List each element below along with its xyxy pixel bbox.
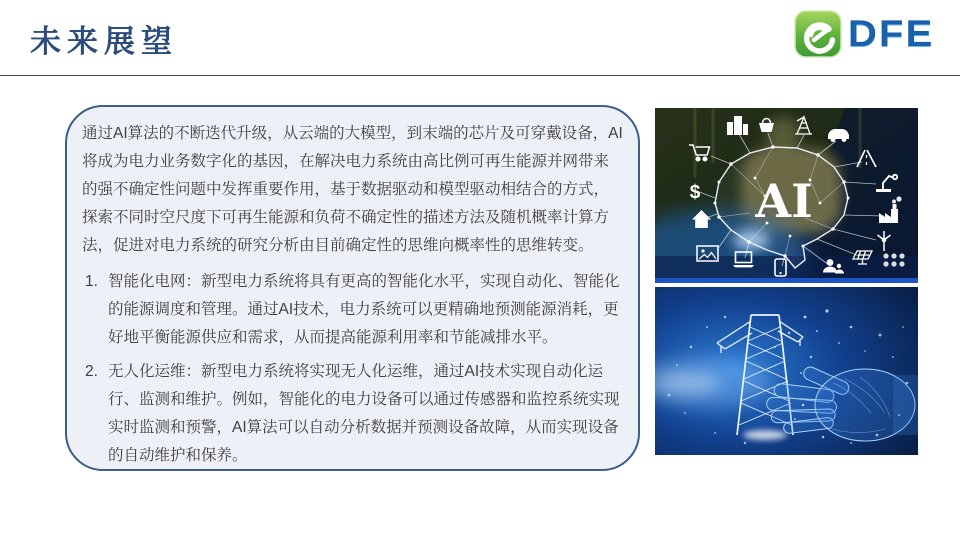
ai-label: AI (755, 174, 813, 228)
content-box (65, 105, 640, 471)
list-text: 无人化运维：新型电力系统将实现无人化运维，通过AI技术实现自动化运行、监测和维护。例如，智能化的电力设备可以通过传感器和监控系统实现实时监测和预警，AI算法可以自动分析数据并预测设备故障，从而实现设备的自动维护和保养。 (108, 363, 620, 464)
logo-text: DFE (848, 13, 935, 54)
ai-brain-image (655, 108, 918, 283)
header-divider (0, 75, 960, 76)
logo-e-swirl-icon (793, 9, 843, 59)
page-title: 未来展望 (30, 24, 178, 60)
list-number: 1. (85, 273, 98, 290)
intro-paragraph: 通过AI算法的不断迭代升级，从云端的大模型，到末端的芯片及可穿戴设备，AI将成为电力业务数字化的基因，在解决电力系统由高比例可再生能源并网带来的强不确定性问题中发挥重要作用，基于数据驱动和模型驱动相结合的方式，探索不同时空尺度下可再生能源和负荷不确定性的描述方法及随机概率计算方法，促进对电力系统的研究分析由目前确定性的思维向概率性的思维转变。 (82, 125, 623, 254)
tower-base-glow (743, 430, 787, 440)
list-item-unmanned-om (82, 358, 624, 470)
brand-logo (793, 9, 935, 59)
dollar-icon: $ (689, 182, 701, 203)
image-column (655, 108, 918, 455)
list-number: 2. (85, 363, 98, 380)
power-hand-image (655, 287, 918, 455)
list-item-smart-grid (82, 268, 624, 352)
list-text: 智能化电网：新型电力系统将具有更高的智能化水平，实现自动化、智能化的能源调度和管理。通过AI技术，电力系统可以更精确地预测能源消耗，更好地平衡能源供应和需求，从而提高能源利用率和节能减排水平。 (108, 273, 620, 346)
